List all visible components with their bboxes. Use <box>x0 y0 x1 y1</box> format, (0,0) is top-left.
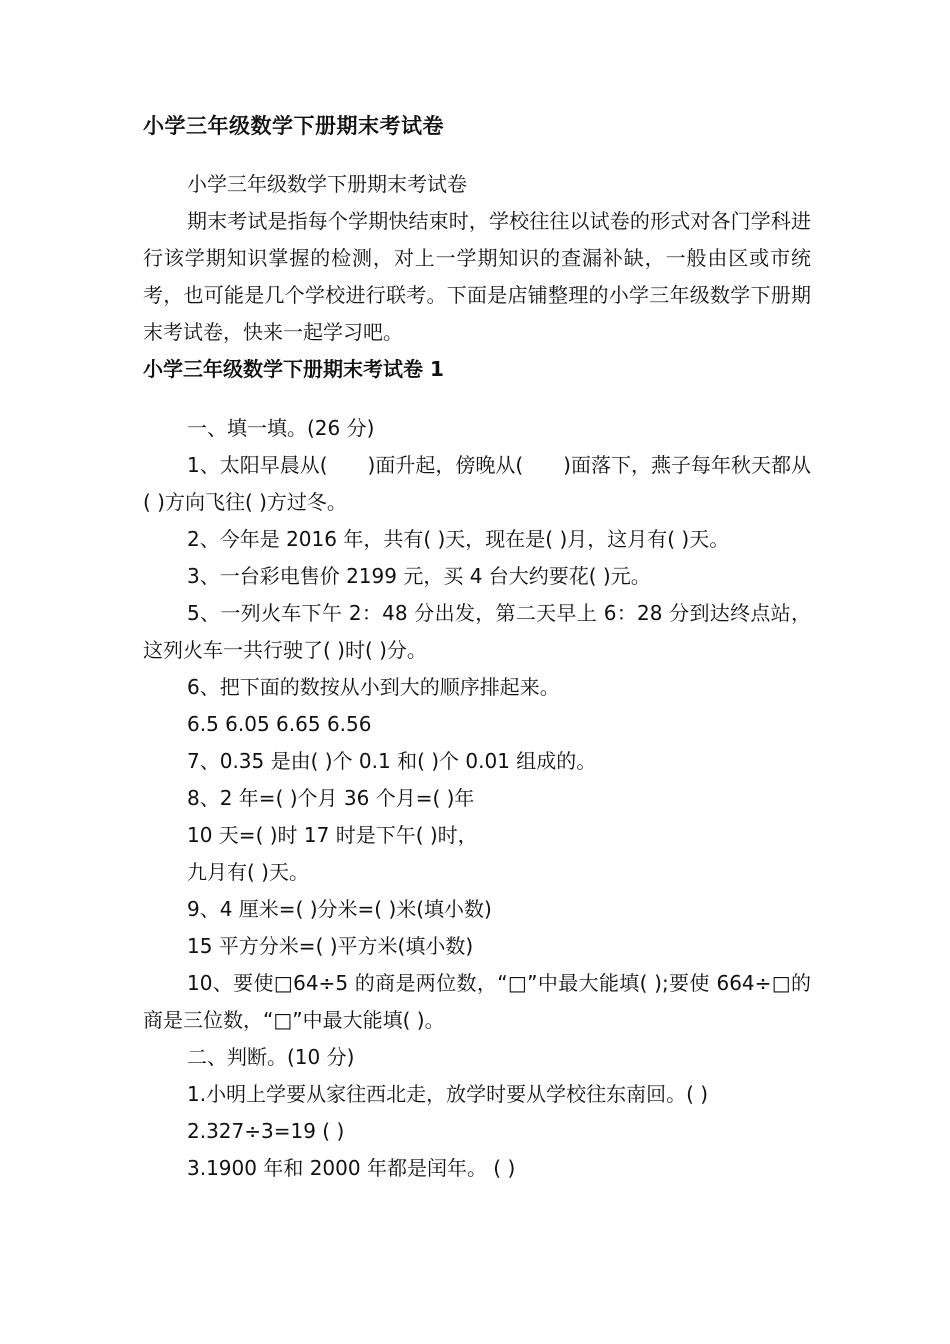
section-heading: 小学三年级数学下册期末考试卷 1 <box>143 357 444 381</box>
question-5: 5、一列火车下午 2：48 分出发，第二天早上 6：28 分到达终点站，这列火车一共行驶了( )时( )分。 <box>143 601 811 662</box>
question-7: 7、0.35 是由( )个 0.1 和( )个 0.01 组成的。 <box>187 749 597 773</box>
intro-paragraph: 期末考试是指每个学期快结束时，学校往往以试卷的形式对各门学科进行该学期知识掌握的检测，对上一学期知识的查漏补缺，一般由区或市统考，也可能是几个学校进行联考。下面是店铺整理的小学三年级数学下册期末考试卷，快来一起学习吧。 <box>143 209 811 344</box>
question-6-numbers: 6.5 6.05 6.65 6.56 <box>187 712 372 736</box>
question-8-line-2: 10 天=( )时 17 时是下午( )时， <box>187 823 478 847</box>
document-page <box>143 108 811 1187</box>
judgement-1: 1.小明上学要从家往西北走，放学时要从学校往东南回。( ) <box>187 1082 709 1106</box>
question-9-line-2: 15 平方分米=( )平方米(填小数) <box>187 934 474 958</box>
question-8-line-3: 九月有( )天。 <box>187 860 309 884</box>
question-1: 1、太阳早晨从( )面升起，傍晚从( )面落下，燕子每年秋天都从( )方向飞往( )方过冬。 <box>143 453 811 514</box>
document-title: 小学三年级数学下册期末考试卷 <box>143 114 444 138</box>
question-2: 2、今年是 2016 年，共有( )天，现在是( )月，这月有( )天。 <box>187 527 730 551</box>
question-3: 3、一台彩电售价 2199 元，买 4 台大约要花( )元。 <box>187 564 651 588</box>
judgement-3: 3.1900 年和 2000 年都是闰年。 ( ) <box>187 1156 516 1180</box>
part1-heading: 一、填一填。(26 分) <box>187 416 375 440</box>
question-8-line-1: 8、2 年=( )个月 36 个月=( )年 <box>187 786 475 810</box>
judgement-2: 2.327÷3=19 ( ) <box>187 1119 345 1143</box>
question-9-line-1: 9、4 厘米=( )分米=( )米(填小数) <box>187 897 492 921</box>
part2-heading: 二、判断。(10 分) <box>187 1045 355 1069</box>
question-10: 10、要使□64÷5 的商是两位数，“□”中最大能填( );要使 664÷□的商是三位数，“□”中最大能填( )。 <box>143 971 811 1032</box>
intro-title: 小学三年级数学下册期末考试卷 <box>187 172 467 196</box>
question-6: 6、把下面的数按从小到大的顺序排起来。 <box>187 675 560 699</box>
